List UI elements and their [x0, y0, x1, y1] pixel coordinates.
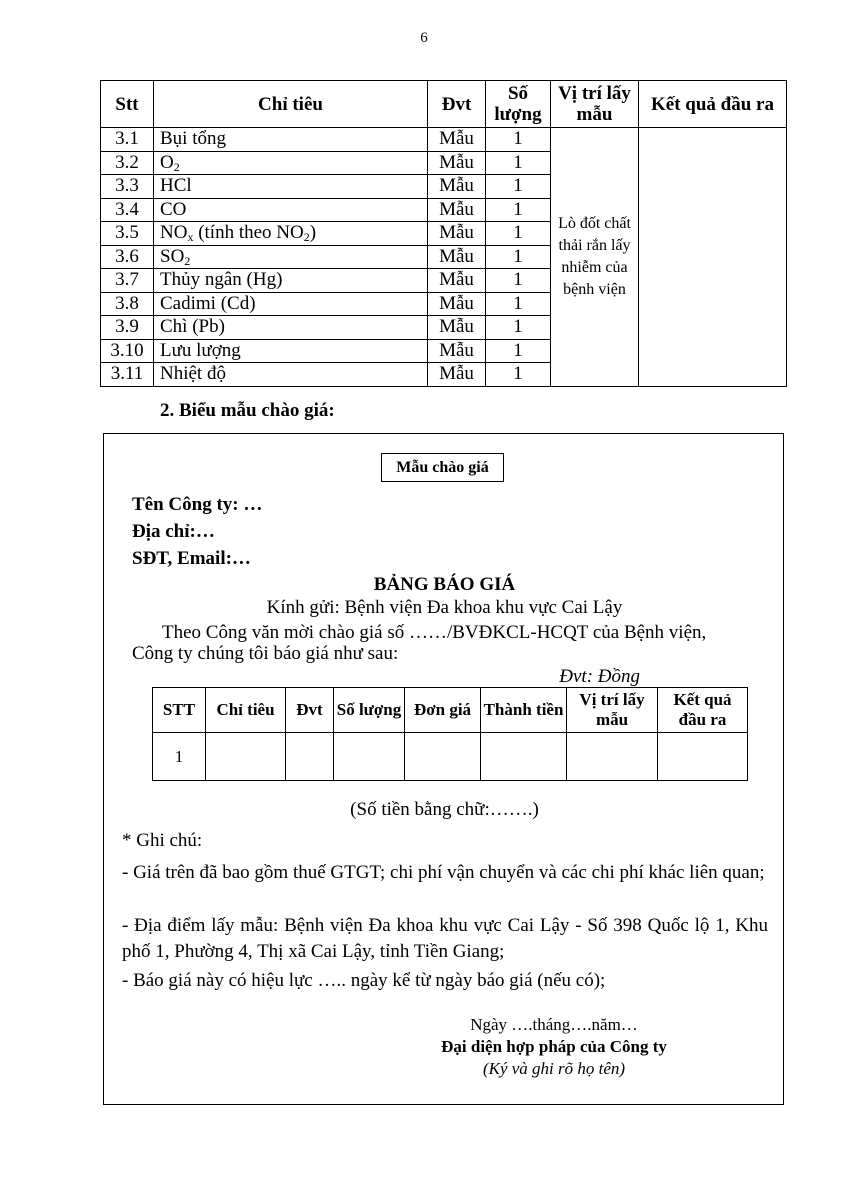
row-stt	[101, 175, 154, 199]
row-stt-text: 3.9	[115, 316, 139, 338]
row-quantity-text: 1	[513, 222, 523, 244]
criteria-suffix2: )	[309, 222, 317, 244]
sign-instruction: (Ký và ghi rõ họ tên)	[482, 1059, 626, 1078]
q-header-quantity: Số lượng	[334, 688, 405, 733]
q-cell-result	[658, 733, 748, 781]
row-criteria	[154, 151, 428, 175]
row-quantity-text: 1	[513, 151, 523, 173]
row-quantity	[486, 363, 551, 387]
section-title: 2. Biểu mẫu chào giá:	[160, 400, 335, 421]
row-quantity-text: 1	[513, 339, 523, 361]
q-cell-location	[567, 733, 658, 781]
header-quantity: Số lượng	[486, 81, 551, 128]
row-unit-text: Mẫu	[439, 175, 474, 197]
company-name: Tên Công ty: …	[132, 494, 263, 515]
criteria-name: Thủy ngân (Hg)	[160, 269, 283, 291]
row-stt-text: 3.10	[110, 339, 144, 361]
q-header-unit-price: Đơn giá	[405, 688, 481, 733]
row-quantity	[486, 222, 551, 246]
quotation-form	[103, 433, 784, 1105]
row-quantity	[486, 198, 551, 222]
criteria-sub: x	[187, 230, 194, 245]
row-stt	[101, 128, 154, 152]
row-quantity	[486, 245, 551, 269]
row-unit	[428, 128, 486, 152]
intro-line-1: Theo Công văn mời chào giá số ……/BVĐKCL-HCQT của Bệnh viện,	[162, 622, 707, 643]
row-unit	[428, 316, 486, 340]
q-cell-stt: 1	[153, 733, 206, 781]
note-validity: - Báo giá này có hiệu lực ….. ngày kể từ ngày báo giá (nếu có);	[122, 970, 606, 991]
form-tag: Mẫu chào giá	[381, 453, 504, 482]
row-stt-text: 3.5	[115, 222, 139, 244]
row-unit-text: Mẫu	[439, 245, 474, 267]
header-location: Vị trí lấy mẫu	[551, 81, 639, 128]
row-criteria	[154, 222, 428, 246]
note-tax: - Giá trên đã bao gồm thuế GTGT; chi phí vận chuyển và các chi phí khác liên quan;	[122, 862, 765, 883]
criteria-name: HCl	[160, 175, 192, 197]
amount-in-words: (Số tiền bằng chữ:…….)	[350, 799, 539, 820]
row-stt-text: 3.2	[115, 151, 139, 173]
table-row	[153, 733, 748, 781]
note-title: * Ghi chú:	[122, 830, 203, 851]
q-cell-quantity	[334, 733, 405, 781]
criteria-name: NO	[160, 222, 188, 244]
note-location: - Địa điểm lấy mẫu: Bệnh viện Đa khoa khu vực Cai Lậy - Số 398 Quốc lộ 1, Khu phố 1, Phường 4, Thị xã Cai Lậy, tỉnh Tiền Giang;	[122, 915, 768, 962]
row-quantity	[486, 151, 551, 175]
criteria-sub2: 2	[303, 230, 310, 245]
row-unit-text: Mẫu	[439, 363, 474, 385]
row-criteria	[154, 245, 428, 269]
row-quantity	[486, 175, 551, 199]
sampling-table-header	[101, 81, 787, 128]
row-criteria	[154, 316, 428, 340]
signer-title: Đại diện hợp pháp của Công ty	[441, 1037, 667, 1056]
criteria-sub: 2	[184, 253, 191, 268]
row-criteria	[154, 339, 428, 363]
company-contact: SĐT, Email:…	[132, 548, 251, 569]
row-stt-text: 3.7	[115, 269, 139, 291]
row-stt	[101, 292, 154, 316]
row-unit	[428, 175, 486, 199]
header-unit: Đvt	[428, 81, 486, 128]
row-stt	[101, 316, 154, 340]
q-header-result: Kết quả đầu ra	[658, 688, 748, 733]
row-unit	[428, 339, 486, 363]
row-stt	[101, 151, 154, 175]
row-stt	[101, 339, 154, 363]
criteria-name: Bụi tổng	[160, 128, 226, 150]
header-stt: Stt	[101, 81, 154, 128]
row-quantity	[486, 339, 551, 363]
row-unit-text: Mẫu	[439, 128, 474, 150]
criteria-name: CO	[160, 198, 187, 220]
q-cell-unit-price	[405, 733, 481, 781]
q-header-criteria: Chỉ tiêu	[206, 688, 286, 733]
row-quantity-text: 1	[513, 316, 523, 338]
row-quantity-text: 1	[513, 198, 523, 220]
row-quantity	[486, 128, 551, 152]
row-stt-text: 3.8	[115, 292, 139, 314]
row-unit	[428, 245, 486, 269]
row-stt	[101, 363, 154, 387]
row-unit-text: Mẫu	[439, 316, 474, 338]
row-unit	[428, 222, 486, 246]
row-unit-text: Mẫu	[439, 339, 474, 361]
row-stt-text: 3.1	[115, 128, 139, 150]
row-criteria	[154, 198, 428, 222]
row-criteria	[154, 269, 428, 293]
sampling-location: Lò đốt chất thải rắn lấy nhiễm của bệnh viện	[551, 128, 639, 387]
row-quantity	[486, 316, 551, 340]
q-cell-unit	[286, 733, 334, 781]
sampling-table	[100, 80, 787, 387]
row-stt-text: 3.6	[115, 245, 139, 267]
row-quantity-text: 1	[513, 363, 523, 385]
row-criteria	[154, 175, 428, 199]
row-unit-text: Mẫu	[439, 222, 474, 244]
company-address: Địa chỉ:…	[132, 521, 215, 542]
row-unit	[428, 292, 486, 316]
row-stt	[101, 269, 154, 293]
currency-unit: Đvt: Đồng	[559, 666, 640, 687]
table-row	[101, 128, 787, 152]
header-criteria: Chỉ tiêu	[154, 81, 428, 128]
quotation-table	[152, 687, 748, 781]
sign-date: Ngày ….tháng….năm…	[470, 1015, 638, 1034]
criteria-suffix: (tính theo NO	[193, 222, 304, 244]
row-criteria	[154, 292, 428, 316]
row-stt-text: 3.4	[115, 198, 139, 220]
criteria-name: Lưu lượng	[160, 339, 241, 361]
criteria-name: Chì (Pb)	[160, 316, 225, 338]
row-unit-text: Mẫu	[439, 151, 474, 173]
row-quantity-text: 1	[513, 175, 523, 197]
row-unit	[428, 198, 486, 222]
row-quantity-text: 1	[513, 128, 523, 150]
row-unit-text: Mẫu	[439, 198, 474, 220]
row-quantity-text: 1	[513, 269, 523, 291]
criteria-name: Cadimi (Cd)	[160, 292, 256, 314]
row-quantity	[486, 292, 551, 316]
q-cell-criteria	[206, 733, 286, 781]
row-criteria	[154, 128, 428, 152]
row-quantity-text: 1	[513, 292, 523, 314]
criteria-name: Nhiệt độ	[160, 363, 226, 385]
row-quantity	[486, 269, 551, 293]
row-unit-text: Mẫu	[439, 269, 474, 291]
criteria-name: SO	[160, 245, 185, 267]
quotation-title: BẢNG BÁO GIÁ	[373, 574, 516, 595]
page-number: 6	[420, 30, 428, 46]
row-stt	[101, 245, 154, 269]
row-stt-text: 3.11	[110, 363, 144, 385]
quotation-table-header	[153, 688, 748, 733]
row-unit	[428, 269, 486, 293]
q-header-unit: Đvt	[286, 688, 334, 733]
sampling-result	[639, 128, 787, 387]
intro-line-2: Công ty chúng tôi báo giá như sau:	[132, 643, 399, 664]
row-unit	[428, 151, 486, 175]
q-header-location: Vị trí lấy mẫu	[567, 688, 658, 733]
criteria-sub: 2	[173, 159, 180, 174]
q-cell-amount	[481, 733, 567, 781]
criteria-name: O	[160, 151, 174, 173]
q-header-stt: STT	[153, 688, 206, 733]
header-result: Kết quả đầu ra	[639, 81, 787, 128]
row-stt-text: 3.3	[115, 175, 139, 197]
recipient-line: Kính gửi: Bệnh viện Đa khoa khu vực Cai Lậy	[266, 597, 623, 618]
row-stt	[101, 222, 154, 246]
row-unit	[428, 363, 486, 387]
row-stt	[101, 198, 154, 222]
q-header-amount: Thành tiền	[481, 688, 567, 733]
row-unit-text: Mẫu	[439, 292, 474, 314]
row-quantity-text: 1	[513, 245, 523, 267]
row-criteria	[154, 363, 428, 387]
